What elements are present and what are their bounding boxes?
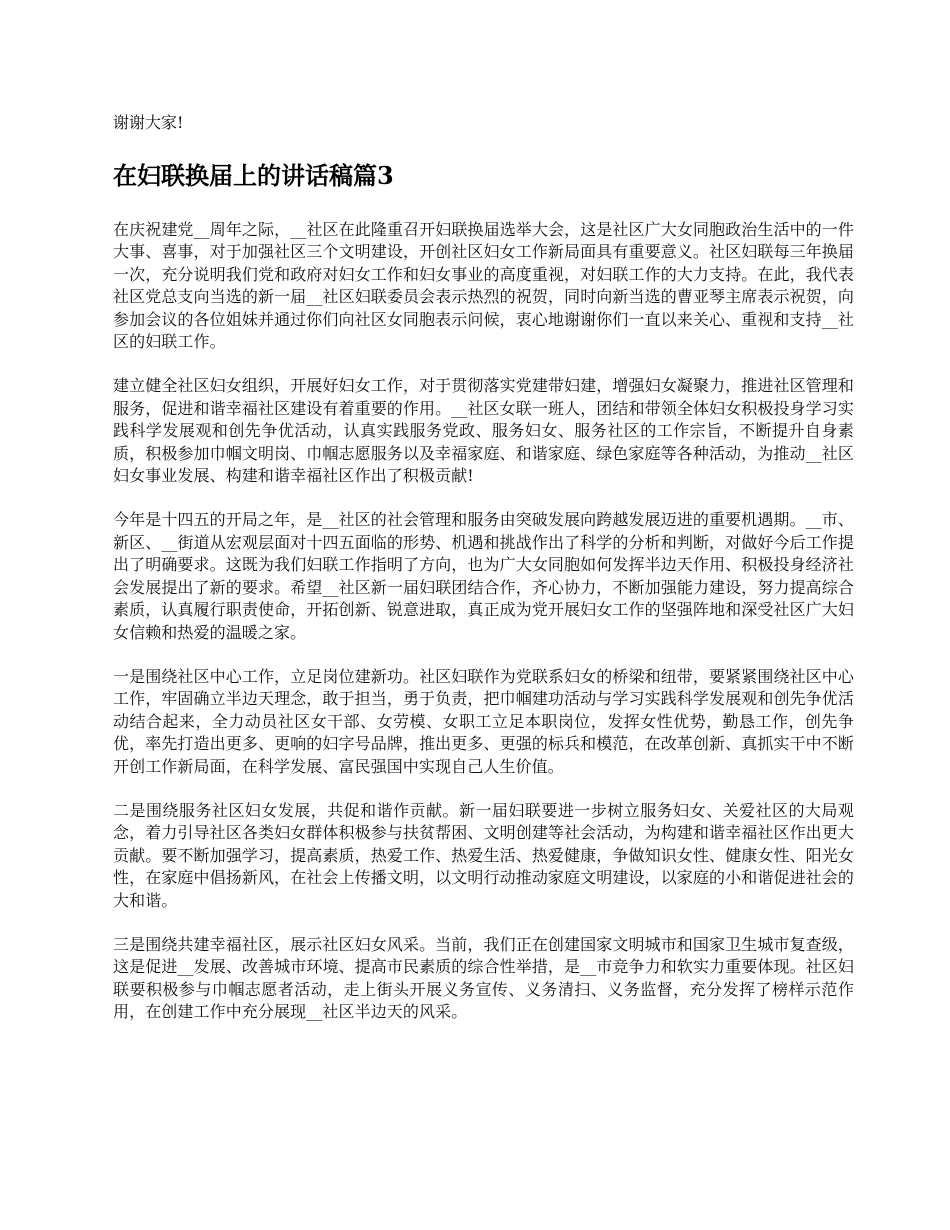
article-paragraph-2: 建立健全社区妇女组织，开展好妇女工作，对于贯彻落实党建带妇建，增强妇女凝聚力，推进社区管理和服务，促进和谐幸福社区建设有着重要的作用。__社区女联一班人，团结和带领全体妇女积极投身学习实践科学发展观和创先争优活动，认真实践服务党政、服务妇女、服务社区的工作宗旨，不断提升自身素质，积极参加巾帼文明岗、巾帼志愿服务以及幸福家庭、和谐家庭、绿色家庭等各种活动，为推动__社区妇女事业发展、构建和谐幸福社区作出了积极贡献! [113, 376, 854, 486]
closing-thanks-text: 谢谢大家! [113, 113, 184, 132]
article-title: 在妇联换届上的讲话稿篇3 [113, 161, 394, 190]
article-paragraph-3: 今年是十四五的开局之年，是__社区的社会管理和服务由突破发展向跨越发展迈进的重要机遇期。__市、新区、__街道从宏观层面对十四五面临的形势、机遇和挑战作出了科学的分析和判断，对做好今后工作提出了明确要求。这既为我们妇联工作指明了方向，也为广大女同胞如何发挥半边天作用、积极投身经济社会发展提出了新的要求。希望__社区新一届妇联团结合作，齐心协力，不断加强能力建设，努力提高综合素质，认真履行职责使命，开拓创新、锐意进取，真正成为党开展妇女工作的坚强阵地和深受社区广大妇女信赖和热爱的温暖之家。 [113, 510, 854, 642]
article-body [113, 219, 854, 1024]
article-paragraph-5: 二是围绕服务社区妇女发展，共促和谐作贡献。新一届妇联要进一步树立服务妇女、关爱社区的大局观念，着力引导社区各类妇女群体积极参与扶贫帮困、文明创建等社会活动，为构建和谐幸福社区作出更大贡献。要不断加强学习，提高素质，热爱工作、热爱生活、热爱健康，争做知识女性、健康女性、阳光女性，在家庭中倡扬新风，在社会上传播文明，以文明行动推动家庭文明建设，以家庭的小和谐促进社会的大和谐。 [113, 800, 854, 910]
article-paragraph-4: 一是围绕社区中心工作，立足岗位建新功。社区妇联作为党联系妇女的桥梁和纽带，要紧紧围绕社区中心工作，牢固确立半边天理念，敢于担当，勇于负责，把巾帼建功活动与学习实践科学发展观和创先争优活动结合起来，全力动员社区女干部、女劳模、女职工立足本职岗位，发挥女性优势，勤恳工作，创先争优，率先打造出更多、更响的妇字号品牌，推出更多、更强的标兵和模范，在改革创新、真抓实干中不断开创工作新局面，在科学发展、富民强国中实现自己人生价值。 [113, 666, 854, 776]
article-paragraph-1: 在庆祝建党__周年之际，__社区在此隆重召开妇联换届选举大会，这是社区广大女同胞政治生活中的一件大事、喜事，对于加强社区三个文明建设，开创社区妇女工作新局面具有重要意义。社区妇联每三年换届一次，充分说明我们党和政府对妇女工作和妇女事业的高度重视，对妇联工作的大力支持。在此，我代表社区党总支向当选的新一届__社区妇联委员会表示热烈的祝贺，同时向新当选的曹亚琴主席表示祝贺，向参加会议的各位姐妹并通过你们向社区女同胞表示问候，衷心地谢谢你们一直以来关心、重视和支持__社区的妇联工作。 [113, 220, 854, 352]
article-paragraph-6: 三是围绕共建幸福社区，展示社区妇女风采。当前，我们正在创建国家文明城市和国家卫生城市复查级，这是促进__发展、改善城市环境、提高市民素质的综合性举措，是__市竞争力和软实力重要体现。社区妇联要积极参与巾帼志愿者活动，走上街头开展义务宣传、义务清扫、义务监督，充分发挥了榜样示范作用，在创建工作中充分展现__社区半边天的风采。 [113, 934, 854, 1022]
